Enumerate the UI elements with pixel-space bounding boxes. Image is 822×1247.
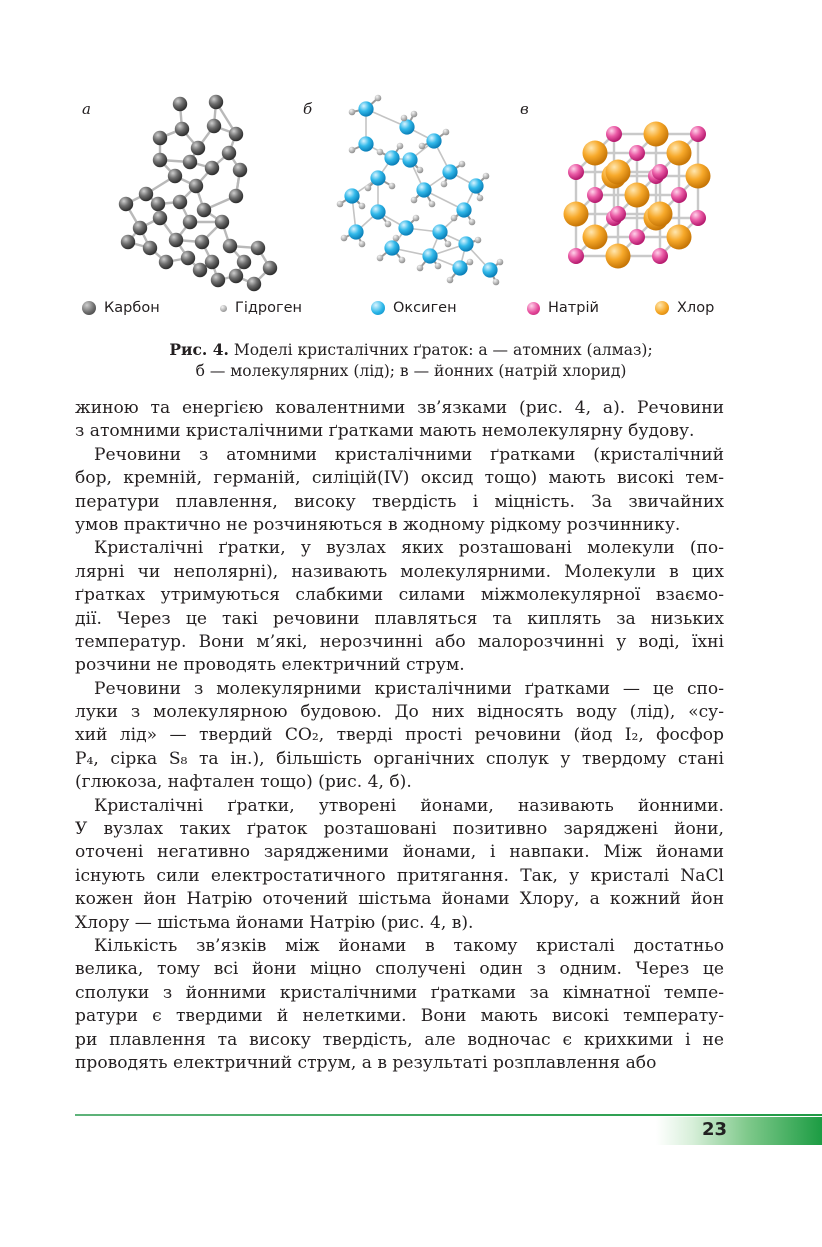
oxygen-atom xyxy=(422,248,437,263)
text-line: Речовини з молекулярними кристалічними ґратками — це спо- xyxy=(94,678,724,699)
legend-item-hydrogen xyxy=(220,300,302,316)
carbon-atom xyxy=(183,215,197,229)
carbon-atom xyxy=(229,189,243,203)
text-line: Кристалічні ґратки, у вузлах яких розташовані молекули (по- xyxy=(94,538,724,559)
hydrogen-atom xyxy=(413,215,420,222)
carbon-atom xyxy=(211,273,225,287)
text-line: Кількість зв’язків між йонами в такому кристалі достатньо xyxy=(94,935,724,956)
body-text xyxy=(75,397,724,1075)
carbon-atom xyxy=(153,211,167,225)
text-line: ператури плавлення, високу твердість і міцність. За звичайних xyxy=(75,491,724,512)
hydrogen-atom xyxy=(469,219,476,226)
caption-line-2: б — молекулярних (лід); в — йонних (натрій хлорид) xyxy=(195,362,627,380)
sodium-ion xyxy=(606,126,622,142)
text-line: ратури є твердими й нелеткими. Вони мають високі температу- xyxy=(75,1006,724,1027)
carbon-atom xyxy=(133,221,147,235)
legend-item-carbon xyxy=(82,300,160,316)
text-line: велика, тому всі йони міцно сполучені один з одним. Через це xyxy=(75,959,724,980)
crystal-lattice-models xyxy=(0,0,822,300)
text-line: бор, кремній, германій, силіцій(IV) оксид тощо) мають високі тем- xyxy=(75,468,724,489)
hydrogen-atom xyxy=(417,265,424,272)
hydrogen-atom xyxy=(359,241,366,248)
carbon-atom xyxy=(173,97,187,111)
text-line: Речовини з атомними кристалічними ґратками (кристалічний xyxy=(94,444,724,465)
text-line: оточені негативно зарядженими йонами, і навпаки. Між йонами xyxy=(75,842,724,863)
hydrogen-atom xyxy=(459,161,466,168)
hydrogen-atom xyxy=(397,143,404,150)
hydrogen-atom xyxy=(359,203,366,210)
hydrogen-atom xyxy=(341,235,348,242)
hydrogen-atom xyxy=(399,257,406,264)
hydrogen-atom xyxy=(483,173,490,180)
panel-label-c: в xyxy=(520,100,529,118)
oxygen-atom xyxy=(384,240,399,255)
hydrogen-atom xyxy=(349,147,356,154)
carbon-atom xyxy=(222,146,236,160)
carbon-atom xyxy=(247,277,261,291)
carbon-atom xyxy=(143,241,157,255)
chlorine-ion xyxy=(606,160,631,185)
chlorine-ion xyxy=(686,164,711,189)
oxygen-atom xyxy=(426,133,441,148)
hydrogen-atom xyxy=(385,221,392,228)
panel-label-b: б xyxy=(303,100,313,118)
sodium-ion xyxy=(652,164,668,180)
page-number-band xyxy=(656,1117,822,1145)
carbon-atom xyxy=(229,127,243,141)
hydrogen-atom xyxy=(467,259,474,266)
chlorine-ion-icon xyxy=(655,301,669,315)
chlorine-ion xyxy=(606,244,631,269)
carbon-atom xyxy=(189,179,203,193)
text-line: ґратках утримуються слабкими силами міжмолекулярної взаємо- xyxy=(75,585,724,606)
sodium-ion xyxy=(610,206,626,222)
legend-item-chlorine xyxy=(655,300,714,316)
chlorine-ion xyxy=(644,122,669,147)
hydrogen-atom xyxy=(411,111,418,118)
oxygen-atom xyxy=(344,188,359,203)
hydrogen-atom xyxy=(375,95,382,102)
carbon-atom xyxy=(121,235,135,249)
chlorine-ion xyxy=(625,183,650,208)
carbon-atom xyxy=(183,155,197,169)
sodium-chloride-lattice-model xyxy=(564,122,711,269)
chlorine-ion xyxy=(667,225,692,250)
text-line: розчини не проводять електричний струм. xyxy=(75,655,465,676)
legend-label: Карбон xyxy=(104,300,160,316)
chlorine-ion xyxy=(648,202,673,227)
text-line: хий лід» — твердий CO₂, тверді прості речовини (йод I₂, фосфор xyxy=(75,725,724,746)
sodium-ion xyxy=(629,145,645,161)
carbon-atom xyxy=(195,235,209,249)
sodium-ion xyxy=(568,248,584,264)
text-line: лярні чи неполярні), називають молекулярними. Молекули в цих xyxy=(75,561,724,582)
carbon-atom xyxy=(197,203,211,217)
figure-legend xyxy=(82,300,742,322)
hydrogen-atom xyxy=(475,237,482,244)
text-line: проводять електричний струм, а в результаті розплавлення або xyxy=(75,1052,657,1073)
sodium-ion xyxy=(652,248,668,264)
sodium-ion-icon xyxy=(527,302,540,315)
oxygen-atom xyxy=(358,101,373,116)
text-line: ри плавлення та високу твердість, але водночас є крихкими і не xyxy=(75,1029,724,1050)
oxygen-atom xyxy=(399,119,414,134)
carbon-atom xyxy=(151,197,165,211)
hydrogen-atom xyxy=(389,183,396,190)
text-line: У вузлах таких ґраток розташовані позитивно заряджені йони, xyxy=(75,819,724,840)
hydrogen-atom xyxy=(447,277,454,284)
text-line: сполуки з йонними кристалічними ґратками за кімнатної темпе- xyxy=(75,982,724,1003)
hydrogen-atom xyxy=(417,167,424,174)
panel-label-a: а xyxy=(82,100,91,118)
oxygen-atom xyxy=(468,178,483,193)
text-line: жиною та енергією ковалентними зв’язками (рис. 4, а). Речовини xyxy=(75,398,724,418)
carbon-atom xyxy=(175,122,189,136)
carbon-atom xyxy=(191,141,205,155)
carbon-atom xyxy=(251,241,265,255)
carbon-atom xyxy=(233,163,247,177)
hydrogen-atom xyxy=(493,279,500,286)
hydrogen-atom xyxy=(401,115,408,122)
legend-label: Натрій xyxy=(548,300,599,316)
oxygen-atom xyxy=(402,152,417,167)
text-line: існують сили електростатичного притягання. Так, у кристалі NaCl xyxy=(75,865,724,886)
carbon-atom xyxy=(153,153,167,167)
caption-line-1: Моделі кристалічних ґраток: а — атомних (алмаз); xyxy=(228,341,653,359)
sodium-ion xyxy=(629,229,645,245)
hydrogen-atom xyxy=(429,201,436,208)
carbon-atom xyxy=(168,169,182,183)
carbon-atom xyxy=(229,269,243,283)
sodium-ion xyxy=(587,187,603,203)
oxygen-atom xyxy=(370,170,385,185)
oxygen-atom xyxy=(398,220,413,235)
legend-label: Гідроген xyxy=(235,300,302,316)
carbon-atom xyxy=(181,251,195,265)
text-line: температур. Вони м’які, нерозчинні або малорозчинні у воді, їхні xyxy=(75,631,724,652)
text-line: з атомними кристалічними ґратками мають немолекулярну будову. xyxy=(75,421,695,442)
figure-caption xyxy=(0,339,822,382)
oxygen-atom xyxy=(370,204,385,219)
diamond-lattice-model xyxy=(119,95,277,291)
hydrogen-atom xyxy=(349,109,356,116)
carbon-atom-icon xyxy=(82,301,96,315)
carbon-atom xyxy=(169,233,183,247)
hydrogen-atom xyxy=(337,201,344,208)
text-line: дії. Через це такі речовини плавляться та киплять за низьких xyxy=(75,608,724,629)
carbon-atom xyxy=(173,195,187,209)
legend-label: Хлор xyxy=(677,300,715,316)
hydrogen-atom xyxy=(419,143,426,150)
carbon-atom xyxy=(207,119,221,133)
carbon-atom xyxy=(263,261,277,275)
hydrogen-atom-icon xyxy=(220,305,227,312)
text-line: Хлору — шістьма йонами Натрію (рис. 4, в). xyxy=(75,912,474,933)
oxygen-atom xyxy=(456,202,471,217)
carbon-atom xyxy=(139,187,153,201)
hydrogen-atom xyxy=(441,181,448,188)
hydrogen-atom xyxy=(377,255,384,262)
carbon-atom xyxy=(193,263,207,277)
hydrogen-atom xyxy=(497,259,504,266)
hydrogen-atom xyxy=(435,263,442,270)
oxygen-atom xyxy=(442,164,457,179)
oxygen-atom-icon xyxy=(371,301,385,315)
chlorine-ion xyxy=(667,141,692,166)
carbon-atom xyxy=(223,239,237,253)
legend-item-sodium xyxy=(527,300,599,316)
hydrogen-atom xyxy=(365,185,372,192)
carbon-atom xyxy=(209,95,223,109)
oxygen-atom xyxy=(358,136,373,151)
hydrogen-atom xyxy=(377,149,384,156)
footer-rule xyxy=(75,1114,822,1116)
sodium-ion xyxy=(568,164,584,180)
carbon-atom xyxy=(205,161,219,175)
text-line: кожен йон Натрію оточений шістьма йонами Хлору, а кожний йон xyxy=(75,889,724,910)
sodium-ion xyxy=(690,210,706,226)
carbon-atom xyxy=(119,197,133,211)
carbon-atom xyxy=(153,131,167,145)
oxygen-atom xyxy=(482,262,497,277)
sodium-ion xyxy=(671,187,687,203)
chlorine-ion xyxy=(564,202,589,227)
ice-lattice-model xyxy=(337,95,504,286)
carbon-atom xyxy=(215,215,229,229)
hydrogen-atom xyxy=(451,215,458,222)
carbon-atom xyxy=(237,255,251,269)
oxygen-atom xyxy=(384,150,399,165)
text-line: P₄, сірка S₈ та ін.), більшість органічних сполук у твердому стані xyxy=(75,748,724,769)
hydrogen-atom xyxy=(393,235,400,242)
chlorine-ion xyxy=(583,141,608,166)
carbon-atom xyxy=(205,255,219,269)
page-number: 23 xyxy=(702,1119,728,1140)
text-line: луки з молекулярною будовою. До них відносять воду (лід), «су- xyxy=(75,702,724,723)
hydrogen-atom xyxy=(445,241,452,248)
oxygen-atom xyxy=(432,224,447,239)
legend-item-oxygen xyxy=(371,300,457,316)
oxygen-atom xyxy=(452,260,467,275)
legend-label: Оксиген xyxy=(393,300,457,316)
text-line: (глюкоза, нафтален тощо) (рис. 4, б). xyxy=(75,772,412,793)
oxygen-atom xyxy=(458,236,473,251)
carbon-atom xyxy=(159,255,173,269)
chlorine-ion xyxy=(583,225,608,250)
hydrogen-atom xyxy=(411,197,418,204)
sodium-ion xyxy=(690,126,706,142)
text-line: Кристалічні ґратки, утворені йонами, називають йонними. xyxy=(94,795,724,816)
hydrogen-atom xyxy=(477,195,484,202)
hydrogen-atom xyxy=(443,129,450,136)
text-line: умов практично не розчиняються в жодному рідкому розчиннику. xyxy=(75,514,681,535)
caption-label: Рис. 4. xyxy=(169,340,229,359)
oxygen-atom xyxy=(348,224,363,239)
oxygen-atom xyxy=(416,182,431,197)
